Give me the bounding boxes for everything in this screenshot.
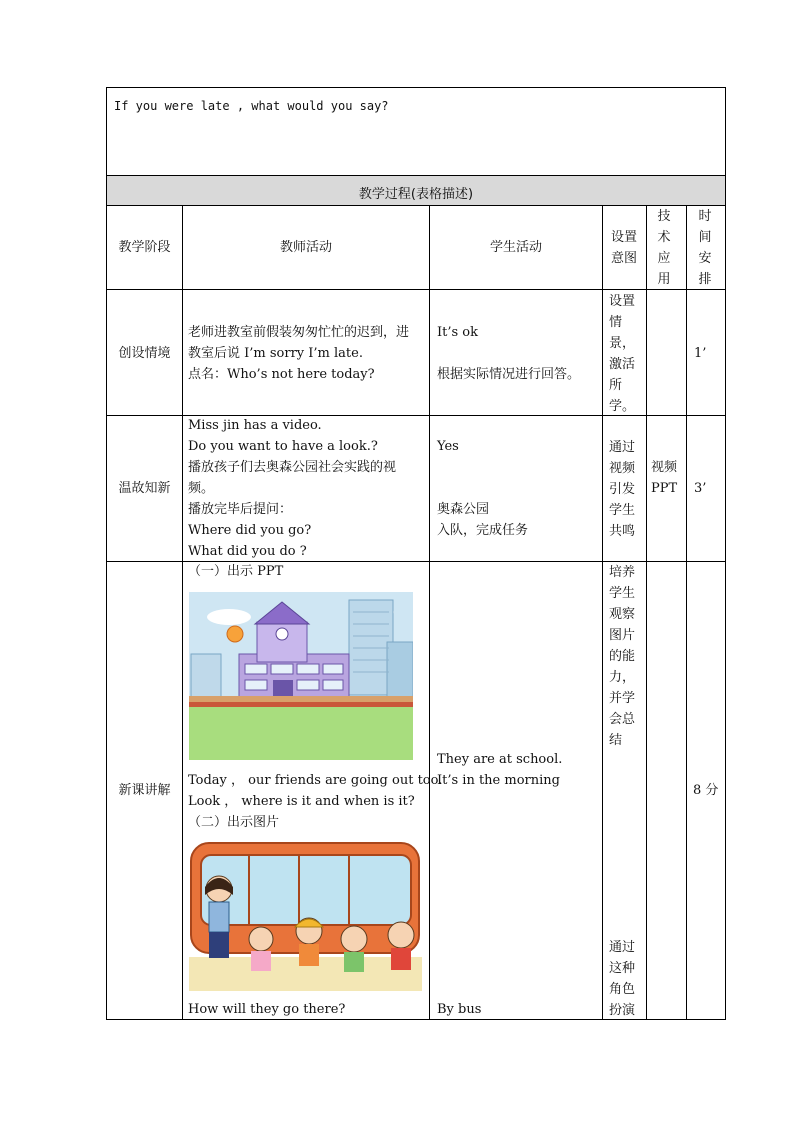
bus-illustration bbox=[189, 839, 422, 991]
row1-teacher-line: 教室后说 I’m sorry I’m late. bbox=[188, 346, 363, 361]
row3-intent-continued: 通过这种角色扮演 bbox=[609, 940, 636, 1018]
row2-intent: 通过视频引发学生共鸣 bbox=[609, 440, 636, 539]
row1-time: 1’ bbox=[694, 346, 707, 361]
row1-intent: 设置情景，激活所学。 bbox=[609, 294, 636, 414]
school-illustration bbox=[189, 592, 413, 760]
row2-teacher-line: Miss jin has a video. bbox=[188, 418, 322, 433]
row3-teacher-line: （一）出示 PPT bbox=[188, 564, 284, 579]
row2-student-line: Yes bbox=[437, 439, 459, 454]
row1-teacher-line: 点名：Who’s not here today? bbox=[188, 367, 375, 382]
row3-teacher-line: （二）出示图片 bbox=[188, 815, 280, 830]
row3-teacher-line: Look ， where is it and when is it? bbox=[188, 794, 415, 809]
row1-teacher-line: 老师进教室前假装匆匆忙忙的迟到，进 bbox=[188, 325, 410, 340]
section-title: 教学过程(表格描述) bbox=[358, 187, 474, 202]
row2-teacher-line: What did you do ? bbox=[188, 544, 307, 559]
row2-teacher-line: 频。 bbox=[188, 481, 215, 496]
header-time: 时间安排 bbox=[698, 209, 712, 287]
row3-stage: 新课讲解 bbox=[118, 783, 171, 798]
row3-student-line: By bus bbox=[437, 1002, 482, 1017]
row3-student-line: It’s in the morning bbox=[437, 773, 560, 788]
header-student: 学生活动 bbox=[489, 240, 542, 255]
header-stage: 教学阶段 bbox=[118, 240, 171, 255]
row2-student-line: 奥森公园 bbox=[437, 502, 490, 517]
row2-student-line: 入队，完成任务 bbox=[437, 523, 529, 538]
row2-teacher-line: Where did you go? bbox=[188, 523, 312, 538]
row2-stage: 温故知新 bbox=[118, 481, 171, 496]
row3-time: 8 分 bbox=[693, 783, 719, 798]
row3-teacher-line: Today ， our friends are going out too. bbox=[188, 773, 443, 788]
row2-teacher-line: 播放完毕后提问： bbox=[188, 502, 293, 517]
row2-teacher-line: Do you want to have a look.? bbox=[188, 439, 378, 454]
row1-student-line: It’s ok bbox=[437, 325, 478, 340]
row1-stage: 创设情境 bbox=[118, 346, 171, 361]
row1-student-line: 根据实际情况进行回答。 bbox=[437, 367, 581, 382]
row2-teacher-line: 播放孩子们去奥森公园社会实践的视 bbox=[188, 460, 397, 475]
row3-student-line: They are at school. bbox=[437, 752, 563, 767]
row3-intent: 培养学生观察图片的能力，并学会总结 bbox=[609, 565, 636, 748]
row2-time: 3’ bbox=[694, 481, 707, 496]
header-tech: 技术应用 bbox=[657, 209, 671, 287]
header-intent: 设置意图 bbox=[610, 230, 637, 266]
row3-teacher-line: How will they go there? bbox=[188, 1002, 346, 1017]
top-question: If you were late , what would you say? bbox=[114, 99, 389, 113]
header-teacher: 教师活动 bbox=[279, 240, 332, 255]
row2-tech: 视频PPT bbox=[651, 460, 678, 496]
